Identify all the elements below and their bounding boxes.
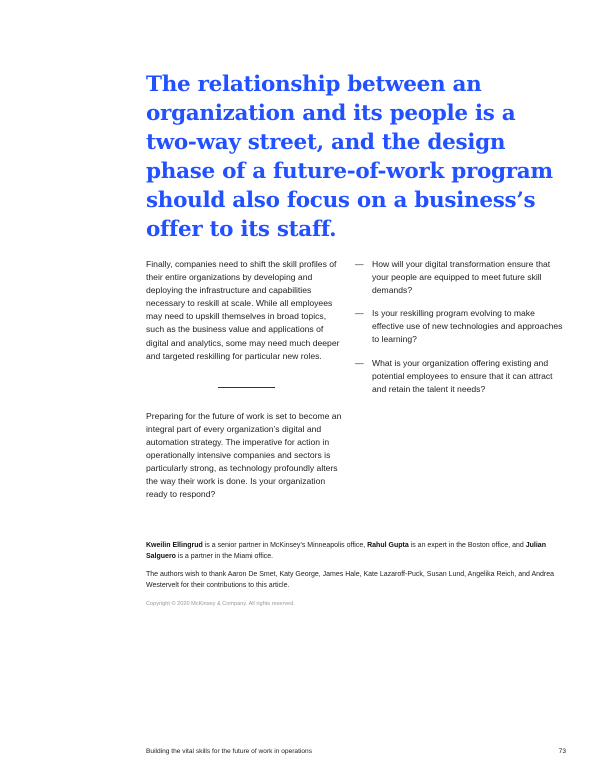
left-column	[146, 258, 346, 501]
author-name: Kweilin Ellingrud	[146, 542, 203, 549]
question-item	[355, 357, 565, 396]
author-role: is an expert in the Boston office, and	[408, 542, 526, 549]
author-bio	[146, 541, 566, 618]
page-footer	[146, 747, 566, 756]
copyright-notice: Copyright © 2020 McKinsey & Company. All rights reserved.	[146, 601, 295, 607]
footer-title: Building the vital skills for the future of work in operations	[146, 748, 313, 755]
question-text: How will your digital transformation ensure that your people are equipped to meet future skill demands?	[372, 259, 551, 296]
em-dash-bullet: —	[355, 308, 364, 319]
em-dash-bullet: —	[355, 357, 364, 368]
em-dash-bullet: —	[355, 259, 364, 269]
question-list	[355, 258, 565, 406]
question-item	[355, 258, 565, 297]
question-item	[355, 307, 565, 346]
body-paragraph-1: Finally, companies need to shift the skill profiles of their entire organizations by developing and deploying the infrastructure and capabilities necessary to reskill at scale. While all employees may need to upskill themselves in broad topics, such as the business value and applications of digital and analytics, some may need much deeper and targeted reskilling for particular new roles.	[146, 259, 340, 361]
author-name: Rahul Gupta	[367, 542, 409, 549]
question-text: Is your reskilling program evolving to make effective use of new technologies and approaches to learning?	[372, 308, 563, 345]
pull-quote: The relationship between an organization and its people is a two-way street, and the design phase of a future-of-work program should also focus on a business’s offer to its staff.	[146, 72, 553, 242]
author-name: Julian Salguero	[146, 542, 546, 560]
author-role: is a partner in the Miami office.	[175, 552, 274, 560]
author-description	[146, 541, 566, 562]
author-role: is a senior partner in McKinsey’s Minneapolis office,	[202, 542, 368, 549]
acknowledgments: The authors wish to thank Aaron De Smet, Katy George, James Hale, Kate Lazaroff-Puck, Susan Lund, Angelika Reich, and Andrea Westervelt for their contributions to this article.	[146, 571, 555, 589]
page-number: 73	[558, 748, 566, 755]
body-paragraph-2: Preparing for the future of work is set to become an integral part of every organization’s digital and automation strategy. The imperative for action in operationally intensive companies and sectors is particularly strong, as technology profoundly alters the way their work is done. Is your organization ready to respond?	[146, 410, 342, 500]
section-divider	[218, 387, 275, 388]
question-text: What is your organization offering existing and potential employees to ensure that it can attract and retain the talent it needs?	[372, 357, 553, 394]
